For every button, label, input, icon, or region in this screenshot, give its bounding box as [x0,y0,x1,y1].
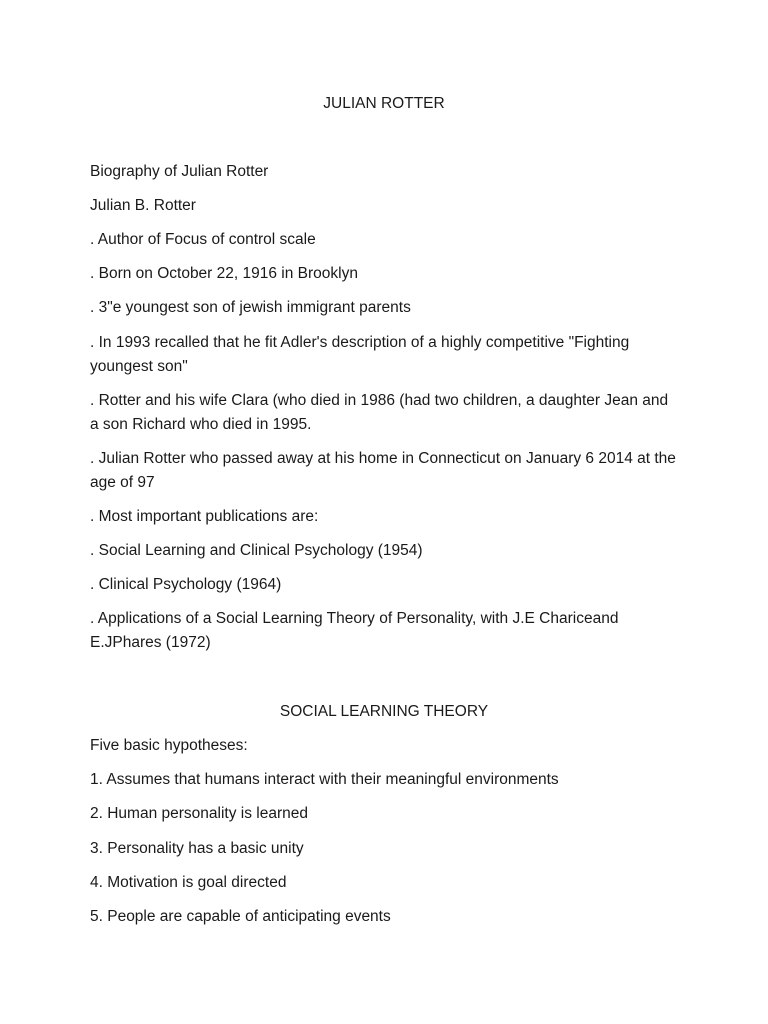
fact-item: . Born on October 22, 1916 in Brooklyn [90,265,358,282]
hypothesis-item: 5. People are capable of anticipating events [90,908,391,925]
publication-item: . Applications of a Social Learning Theory of Personality, with J.E Chariceand E.JPhares (1972) [90,610,619,651]
fact-item: . 3"e youngest son of jewish immigrant parents [90,299,411,316]
fact-item: . In 1993 recalled that he fit Adler's description of a highly competitive "Fighting youngest son" [90,334,630,375]
hypothesis-item: 1. Assumes that humans interact with their meaningful environments [90,771,559,788]
publication-item: . Clinical Psychology (1964) [90,576,282,593]
document-title: JULIAN ROTTER [323,95,445,112]
hypothesis-item: 2. Human personality is learned [90,805,308,822]
fact-item: . Most important publications are: [90,508,319,525]
bio-heading: Biography of Julian Rotter [90,163,269,180]
fact-item: . Rotter and his wife Clara (who died in 1986 (had two children, a daughter Jean and a son Richard who died in 1995. [90,392,669,433]
fact-item: . Author of Focus of control scale [90,231,316,248]
hypotheses-intro: Five basic hypotheses: [90,737,248,754]
hypothesis-item: 4. Motivation is goal directed [90,874,287,891]
name-line: Julian B. Rotter [90,197,196,214]
hypothesis-item: 3. Personality has a basic unity [90,840,304,857]
publication-item: . Social Learning and Clinical Psychology (1954) [90,542,423,559]
section-title: SOCIAL LEARNING THEORY [279,703,489,720]
fact-item: . Julian Rotter who passed away at his home in Connecticut on January 6 2014 at the age of 97 [90,450,676,491]
